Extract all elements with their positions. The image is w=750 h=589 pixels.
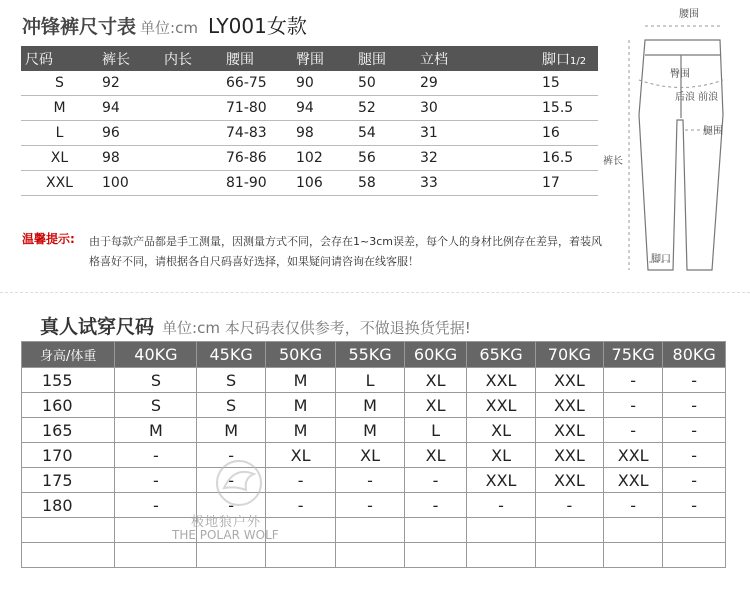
fit-cell: M — [265, 393, 336, 418]
size-cell: 102 — [292, 146, 354, 171]
fit-chart-heading — [40, 312, 471, 339]
size-header-cell: 内长 — [160, 46, 222, 71]
fit-cell: XXL — [604, 468, 663, 493]
fit-header-cell: 65KG — [467, 342, 535, 368]
fit-cell: S — [197, 393, 265, 418]
size-cell: M — [21, 96, 98, 121]
diagram-ankle-label: 脚口 — [651, 254, 671, 265]
fit-cell: 165 — [22, 418, 115, 443]
fit-header-cell: 45KG — [197, 342, 265, 368]
size-header-cell: 臀围 — [292, 46, 354, 71]
size-header-cell: 腰围 — [222, 46, 292, 71]
fit-row — [22, 468, 726, 493]
fit-cell: S — [115, 368, 197, 393]
fit-chart-header-row — [22, 342, 726, 368]
fit-cell: XL — [265, 443, 336, 468]
fit-header-cell: 80KG — [663, 342, 726, 368]
fit-cell — [22, 543, 115, 568]
fit-cell: - — [604, 368, 663, 393]
fit-cell: - — [336, 493, 404, 518]
size-cell: L — [21, 121, 98, 146]
size-cell: 31 — [416, 121, 538, 146]
fit-cell: - — [197, 493, 265, 518]
fit-cell: - — [197, 443, 265, 468]
fit-row — [22, 418, 726, 443]
fit-cell: M — [197, 418, 265, 443]
fit-chart-title: 真人试穿尺码 — [40, 316, 155, 338]
size-chart-unit: 单位:cm — [140, 19, 198, 37]
pants-measurement-diagram — [603, 0, 750, 285]
fit-cell — [22, 518, 115, 543]
fit-cell: - — [197, 468, 265, 493]
fit-cell: - — [404, 468, 467, 493]
fit-cell: 160 — [22, 393, 115, 418]
fit-cell: XL — [404, 443, 467, 468]
size-header-cell: 立档 — [416, 46, 538, 71]
fit-cell: - — [265, 468, 336, 493]
section-divider — [0, 292, 750, 293]
fit-row — [22, 443, 726, 468]
diagram-length-label: 裤长 — [603, 156, 623, 167]
watermark-english: THE POLAR WOLF — [172, 528, 279, 542]
size-cell — [160, 71, 222, 96]
size-row — [21, 96, 598, 121]
fit-cell: 170 — [22, 443, 115, 468]
watermark-chinese: 极地狼户外 — [191, 515, 262, 530]
size-cell: 58 — [354, 171, 416, 196]
size-cell: XXL — [21, 171, 98, 196]
fit-header-cell: 60KG — [404, 342, 467, 368]
size-cell: 15 — [538, 71, 598, 96]
fit-cell: XXL — [467, 468, 535, 493]
fit-cell: - — [604, 493, 663, 518]
fit-cell: - — [663, 393, 726, 418]
fit-cell: XXL — [535, 443, 603, 468]
fit-cell: XXL — [535, 368, 603, 393]
fit-cell: - — [604, 418, 663, 443]
fit-cell: - — [115, 468, 197, 493]
fit-cell: - — [663, 493, 726, 518]
fit-cell: XXL — [467, 368, 535, 393]
size-cell: 16.5 — [538, 146, 598, 171]
fit-cell: M — [115, 418, 197, 443]
size-row — [21, 71, 598, 96]
fit-cell — [535, 543, 603, 568]
size-cell: 33 — [416, 171, 538, 196]
size-cell: 52 — [354, 96, 416, 121]
fit-chart-table — [21, 341, 726, 568]
fit-cell — [467, 543, 535, 568]
fit-row — [22, 543, 726, 568]
size-cell: 30 — [416, 96, 538, 121]
fit-cell: - — [663, 443, 726, 468]
size-cell: 94 — [98, 96, 160, 121]
fit-cell: XXL — [535, 393, 603, 418]
fit-header-cell: 40KG — [115, 342, 197, 368]
size-cell: 90 — [292, 71, 354, 96]
fit-row — [22, 518, 726, 543]
size-cell: 66-75 — [222, 71, 292, 96]
size-row — [21, 171, 598, 196]
size-chart-table — [21, 46, 598, 196]
fit-cell — [535, 518, 603, 543]
size-cell: 96 — [98, 121, 160, 146]
size-cell: S — [21, 71, 98, 96]
fit-cell: - — [467, 493, 535, 518]
fit-cell: XXL — [535, 468, 603, 493]
fit-cell: 180 — [22, 493, 115, 518]
size-chart-heading — [22, 10, 307, 39]
size-row — [21, 146, 598, 171]
size-cell: 15.5 — [538, 96, 598, 121]
size-cell: 76-86 — [222, 146, 292, 171]
size-cell: 71-80 — [222, 96, 292, 121]
size-header-label: 脚口 — [542, 51, 570, 68]
size-header-cell: 腿围 — [354, 46, 416, 71]
fit-cell: - — [115, 443, 197, 468]
diagram-waist-label: 腰围 — [679, 9, 699, 20]
size-cell — [160, 171, 222, 196]
fit-cell — [663, 543, 726, 568]
pants-outline-icon — [603, 0, 750, 285]
size-cell: 17 — [538, 171, 598, 196]
fit-header-cell: 50KG — [265, 342, 336, 368]
size-cell: 92 — [98, 71, 160, 96]
fit-cell: L — [404, 418, 467, 443]
size-cell: 50 — [354, 71, 416, 96]
size-cell: XL — [21, 146, 98, 171]
fit-cell: - — [663, 418, 726, 443]
fit-cell: - — [404, 493, 467, 518]
diagram-thigh-label: 腿围 — [703, 126, 723, 137]
size-cell: 94 — [292, 96, 354, 121]
size-cell: 74-83 — [222, 121, 292, 146]
fit-cell — [336, 543, 404, 568]
fit-row — [22, 368, 726, 393]
fit-cell: - — [663, 368, 726, 393]
fit-cell: - — [115, 493, 197, 518]
fit-cell: M — [265, 418, 336, 443]
size-cell: 81-90 — [222, 171, 292, 196]
tip-text: 由于每款产品都是手工测量，因测量方式不同，会存在1~3cm误差，每个人的身材比例存在差异，着装风格喜好不同，请根据各自尺码喜好选择，如果疑问请咨询在线客服！ — [89, 235, 602, 268]
fit-cell: XXL — [535, 418, 603, 443]
tip-label: 温馨提示: — [22, 232, 75, 246]
fit-cell: XL — [336, 443, 404, 468]
fit-cell: - — [265, 493, 336, 518]
size-header-cell: 尺码 — [21, 46, 98, 71]
size-cell: 29 — [416, 71, 538, 96]
fit-header-cell: 70KG — [535, 342, 603, 368]
size-cell — [160, 96, 222, 121]
size-cell: 98 — [98, 146, 160, 171]
fit-cell: L — [336, 368, 404, 393]
size-chart-header-row — [21, 46, 598, 71]
fit-cell — [404, 518, 467, 543]
fit-chart-note: 单位:cm 本尺码表仅供参考，不做退换货凭据! — [162, 319, 471, 337]
fit-cell — [604, 518, 663, 543]
fit-cell: M — [265, 368, 336, 393]
fit-cell: M — [336, 393, 404, 418]
model-number: LY001女款 — [207, 14, 307, 38]
fit-cell: M — [336, 418, 404, 443]
fit-cell — [404, 543, 467, 568]
fit-cell — [604, 543, 663, 568]
size-cell: 16 — [538, 121, 598, 146]
fit-cell: XXL — [604, 443, 663, 468]
fit-cell: XL — [467, 443, 535, 468]
size-cell: 106 — [292, 171, 354, 196]
fit-cell: 175 — [22, 468, 115, 493]
size-header-cell — [538, 46, 598, 71]
fit-header-cell: 身高/体重 — [22, 342, 115, 368]
fit-cell: XL — [404, 393, 467, 418]
fit-header-cell: 55KG — [336, 342, 404, 368]
size-row — [21, 121, 598, 146]
fit-cell — [336, 518, 404, 543]
fit-cell — [467, 518, 535, 543]
fit-cell: XXL — [467, 393, 535, 418]
size-cell: 98 — [292, 121, 354, 146]
fit-cell: S — [197, 368, 265, 393]
size-cell: 56 — [354, 146, 416, 171]
size-header-cell: 裤长 — [98, 46, 160, 71]
fit-cell: - — [604, 393, 663, 418]
ankle-half-suffix: 1/2 — [570, 55, 587, 67]
diagram-hip-label: 臀围 — [670, 69, 690, 80]
fit-cell — [663, 518, 726, 543]
fit-row — [22, 493, 726, 518]
size-cell: 32 — [416, 146, 538, 171]
fit-cell: - — [663, 468, 726, 493]
size-cell: 54 — [354, 121, 416, 146]
fit-row — [22, 393, 726, 418]
fit-cell: XL — [404, 368, 467, 393]
fit-cell: XL — [467, 418, 535, 443]
fit-header-cell: 75KG — [604, 342, 663, 368]
fit-cell: S — [115, 393, 197, 418]
size-cell — [160, 146, 222, 171]
diagram-rise-label: 后浪 前浪 — [675, 92, 719, 103]
size-chart-title: 冲锋裤尺寸表 — [22, 16, 137, 38]
size-cell — [160, 121, 222, 146]
fit-cell: 155 — [22, 368, 115, 393]
fit-cell: - — [535, 493, 603, 518]
fit-cell: - — [336, 468, 404, 493]
size-cell: 100 — [98, 171, 160, 196]
